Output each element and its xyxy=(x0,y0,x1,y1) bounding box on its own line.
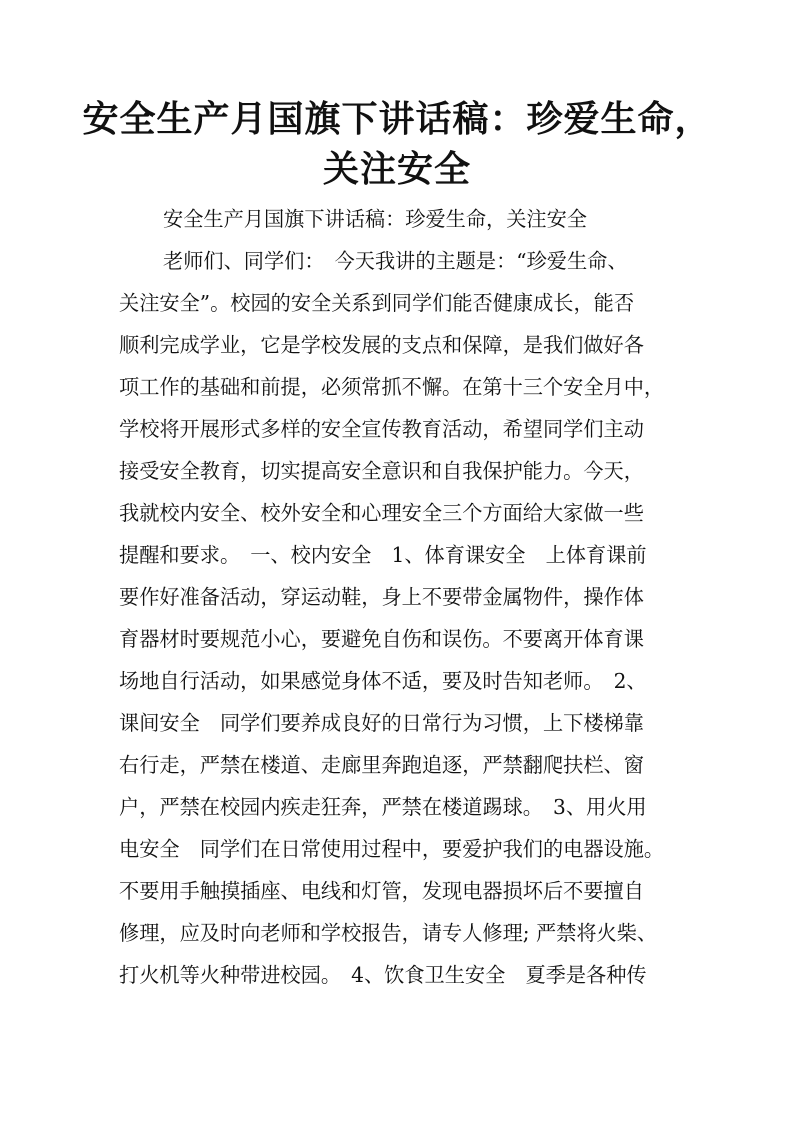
body-line: 关注安全”。校园的安全关系到同学们能否健康成长，能否 xyxy=(119,291,635,315)
body-line: 项工作的基础和前提，必须常抓不懈。在第十三个安全月中， xyxy=(119,375,665,399)
body-line: 要作好准备活动，穿运动鞋，身上不要带金属物件，操作体 xyxy=(119,585,644,609)
document-body xyxy=(119,198,675,996)
body-line: 不要用手触摸插座、电线和灯管，发现电器损坏后不要擅自 xyxy=(119,879,644,903)
body-line: 提醒和要求。 一、校内安全 1、体育课安全 上体育课前 xyxy=(119,543,647,567)
body-line: 学校将开展形式多样的安全宣传教育活动，希望同学们主动 xyxy=(119,417,644,441)
body-line: 课间安全 同学们要养成良好的日常行为习惯，上下楼梯靠 xyxy=(119,711,644,735)
body-line: 场地自行活动，如果感觉身体不适，要及时告知老师。 2、 xyxy=(119,669,647,693)
document-title xyxy=(0,94,794,194)
body-line: 电安全 同学们在日常使用过程中，要爱护我们的电器设施。 xyxy=(119,837,665,861)
title-line-2: 关注安全 xyxy=(322,148,471,190)
title-line-1: 安全生产月国旗下讲话稿：珍爱生命， xyxy=(82,98,712,140)
body-line: 育器材时要规范小心，要避免自伤和误伤。不要离开体育课 xyxy=(119,627,644,651)
subtitle-line: 安全生产月国旗下讲话稿：珍爱生命，关注安全 xyxy=(163,207,587,231)
body-line: 我就校内安全、校外安全和心理安全三个方面给大家做一些 xyxy=(119,501,644,525)
body-line: 打火机等火种带进校园。 4、饮食卫生安全 夏季是各种传 xyxy=(119,963,647,987)
body-line: 老师们、同学们： 今天我讲的主题是：“珍爱生命、 xyxy=(163,249,628,273)
body-line: 户，严禁在校园内疾走狂奔，严禁在楼道踢球。 3、用火用 xyxy=(119,795,647,819)
body-line: 接受安全教育，切实提高安全意识和自我保护能力。今天， xyxy=(119,459,644,483)
body-line: 右行走，严禁在楼道、走廊里奔跑追逐，严禁翻爬扶栏、窗 xyxy=(119,753,644,777)
body-line: 顺利完成学业，它是学校发展的支点和保障，是我们做好各 xyxy=(119,333,644,357)
body-line: 修理，应及时向老师和学校报告，请专人修理; 严禁将火柴、 xyxy=(119,921,658,945)
